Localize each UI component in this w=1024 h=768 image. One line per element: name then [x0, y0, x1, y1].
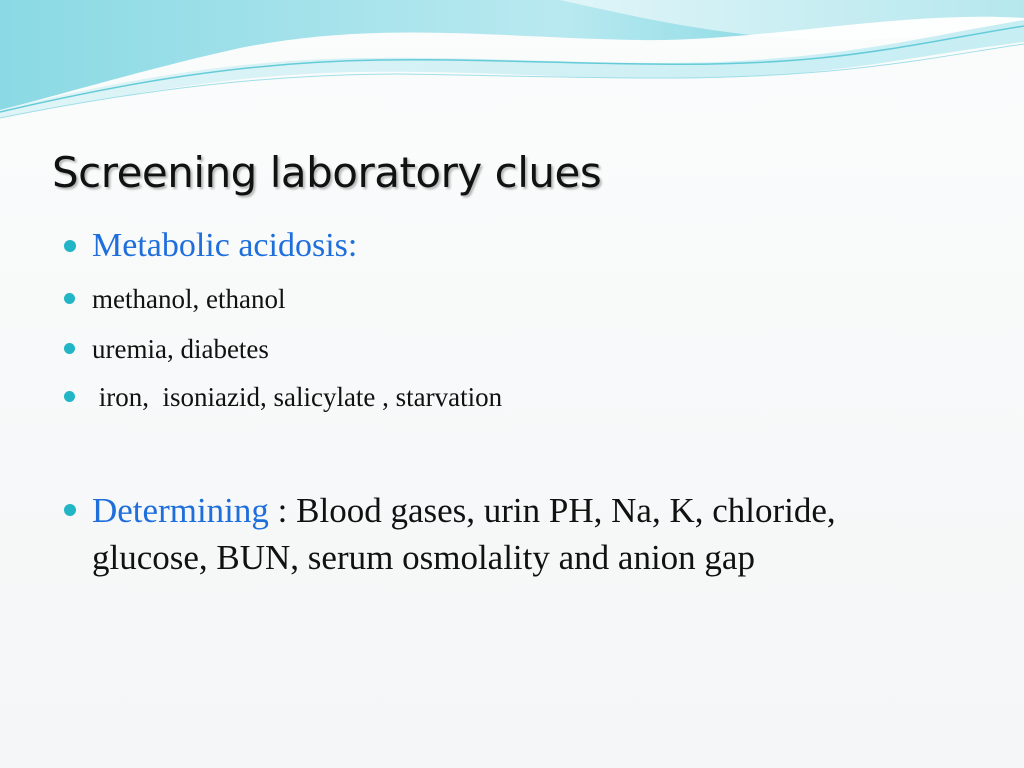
- bullet-text: Metabolic acidosis:: [92, 227, 358, 264]
- bullet-text: [92, 487, 884, 581]
- bullet-dot-icon: [64, 240, 76, 252]
- bullet-text: methanol, ethanol: [92, 284, 286, 314]
- bullet-dot-icon: [64, 504, 76, 516]
- bullet-item-uremia: [64, 332, 944, 366]
- bullet-dot-icon: [64, 293, 75, 304]
- bullet-item-determining: [64, 487, 884, 581]
- bullet-text: uremia, diabetes: [92, 334, 269, 364]
- bullet-dot-icon: [64, 391, 75, 402]
- determining-label: Determining: [92, 491, 269, 530]
- bullet-item-metabolic-acidosis: [64, 224, 944, 268]
- bullet-item-methanol: [64, 282, 944, 316]
- bullet-dot-icon: [64, 343, 75, 354]
- bullet-item-iron: [64, 380, 944, 414]
- determining-details: : Blood gases, urin PH, Na, K, chloride, glucose, BUN, serum osmolality and anion gap: [92, 491, 836, 577]
- slide-title: Screening laboratory clues: [52, 148, 602, 197]
- bullet-text: iron, isoniazid, salicylate , starvation: [92, 382, 503, 412]
